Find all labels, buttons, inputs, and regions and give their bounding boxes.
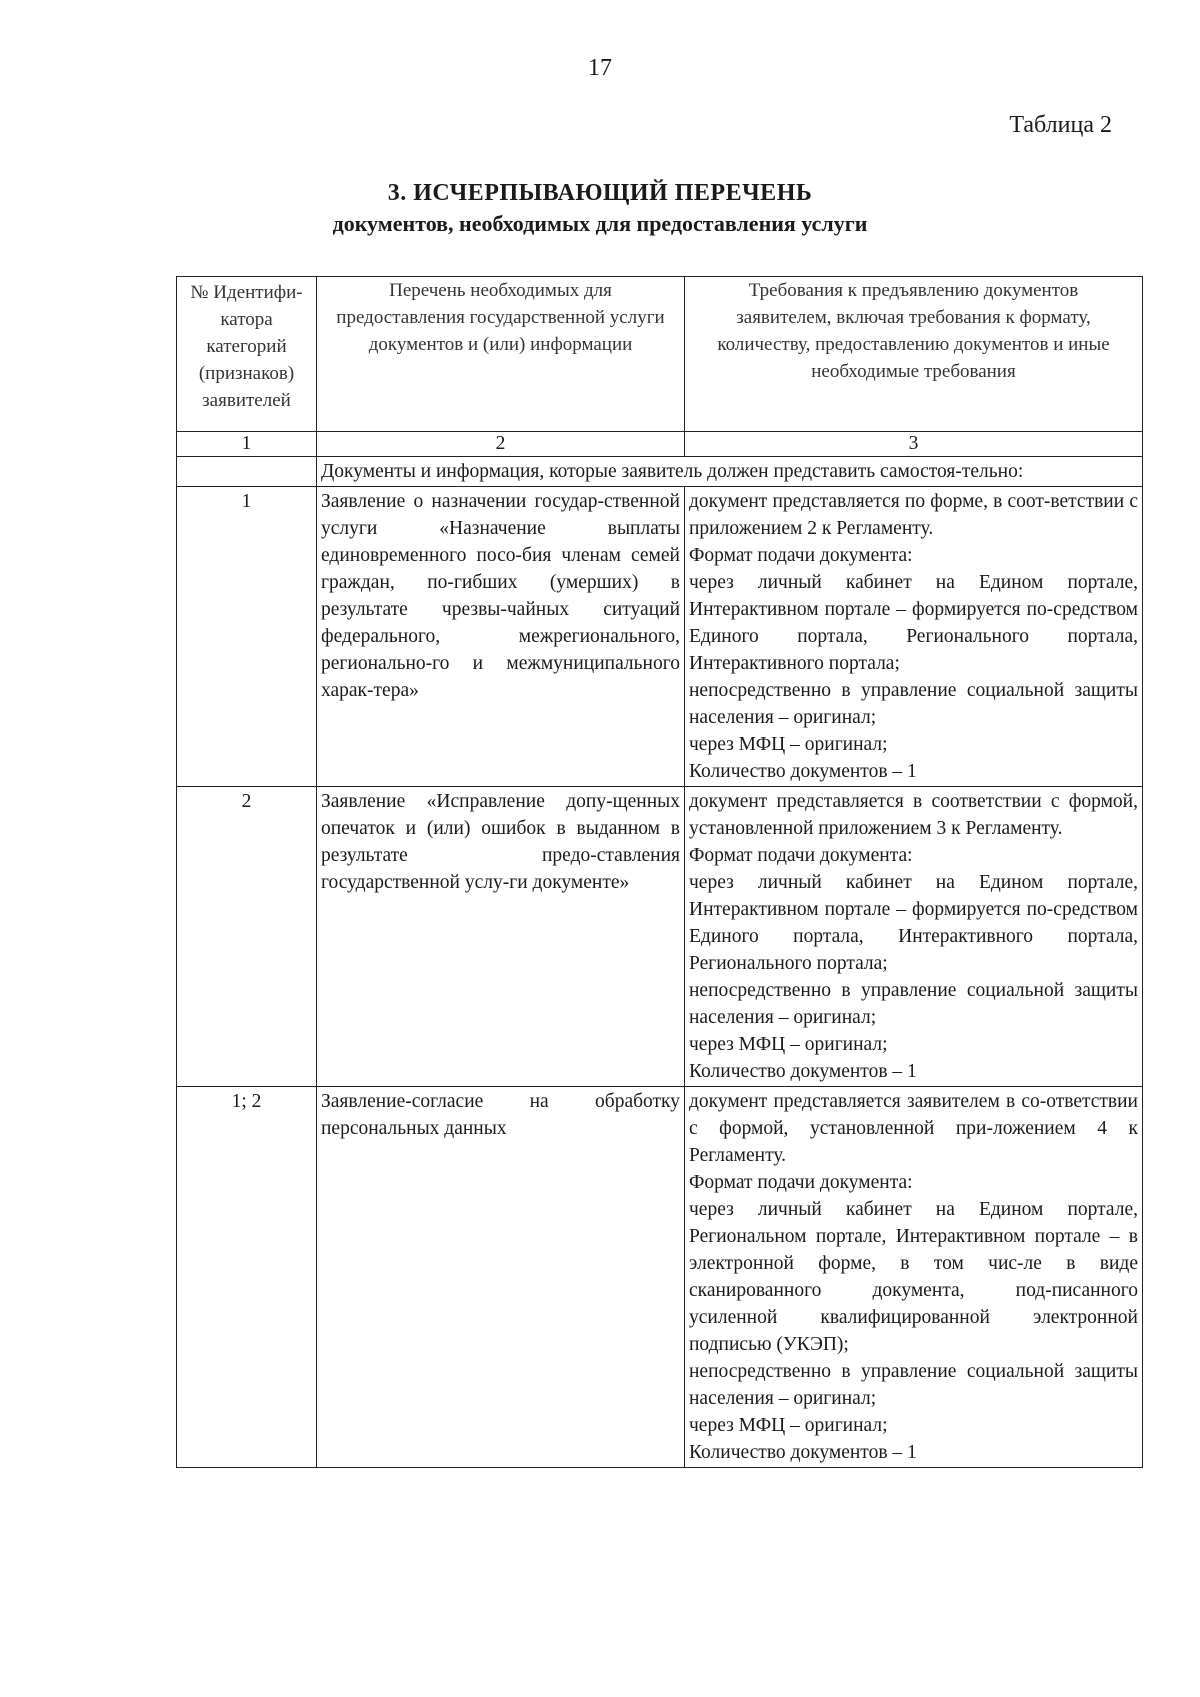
document-title: 3. ИСЧЕРПЫВАЮЩИЙ ПЕРЕЧЕНЬ — [387, 180, 813, 206]
row-document-name: Заявление-согласие на обработку персональных данных — [317, 1087, 685, 1468]
column-number: 3 — [685, 432, 1143, 457]
requirement-line: документ представляется в соответствии с формой, установленной приложением 3 к Регламенту. — [689, 791, 1138, 839]
table-row — [177, 487, 1143, 787]
row-requirements — [685, 487, 1143, 787]
column-number: 2 — [317, 432, 685, 457]
requirement-line: через личный кабинет на Едином портале, Интерактивном портале – формируется по-средством Единого портала, Регионального портала, Интерактивного портала; — [689, 572, 1138, 674]
page-number: 17 — [588, 55, 612, 81]
header-document-list: Перечень необходимых для предоставления государственной услуги документов и (или) информации — [317, 277, 685, 432]
header-applicant-category: № Идентифи-катора категорий (признаков) заявителей — [177, 277, 317, 432]
table-row — [177, 787, 1143, 1087]
requirement-line: Количество документов – 1 — [689, 1442, 917, 1463]
row-requirements — [685, 1087, 1143, 1468]
requirement-line: документ представляется по форме, в соот-ветствии с приложением 2 к Регламенту. — [689, 491, 1138, 539]
row-category-id: 1 — [177, 487, 317, 787]
section-empty-cell — [177, 457, 317, 487]
requirement-line: через личный кабинет на Едином портале, Интерактивном портале – формируется по-средством Единого портала, Интерактивного портала, Регионального портала; — [689, 872, 1138, 974]
row-requirements — [685, 787, 1143, 1087]
requirement-line: через МФЦ – оригинал; — [689, 1034, 888, 1055]
document-subtitle: документов, необходимых для предоставления услуги — [332, 211, 868, 236]
row-document-name: Заявление «Исправление допу-щенных опечаток и (или) ошибок в выданном в результате предо-ставления государственной услу-ги документе» — [317, 787, 685, 1087]
row-category-id: 2 — [177, 787, 317, 1087]
requirement-line: Количество документов – 1 — [689, 1061, 917, 1082]
column-number-row — [177, 432, 1143, 457]
requirement-line: Формат подачи документа: — [689, 1172, 913, 1193]
document-title-block — [0, 180, 1200, 237]
row-category-id: 1; 2 — [177, 1087, 317, 1468]
column-number: 1 — [177, 432, 317, 457]
table-row — [177, 1087, 1143, 1468]
requirement-line: через личный кабинет на Едином портале, Региональном портале, Интерактивном портале – в электронной форме, в том чис-ле в виде сканированного документа, под-писанного усиленной квалифицированной электронной подписью (УКЭП); — [689, 1199, 1138, 1355]
requirement-line: через МФЦ – оригинал; — [689, 1415, 888, 1436]
requirement-line: Формат подачи документа: — [689, 845, 913, 866]
requirement-line: Количество документов – 1 — [689, 761, 917, 782]
row-document-name: Заявление о назначении государ-ственной услуги «Назначение выплаты единовременного посо-бия членам семей граждан, по-гибших (умерших) в результате чрезвы-чайных ситуаций федерального, межрегионального, регионально-го и межмуниципального харак-тера» — [317, 487, 685, 787]
section-title: Документы и информация, которые заявитель должен представить самостоя-тельно: — [317, 457, 1143, 487]
section-row — [177, 457, 1143, 487]
requirement-line: непосредственно в управление социальной защиты населения – оригинал; — [689, 1361, 1138, 1409]
requirement-line: Формат подачи документа: — [689, 545, 913, 566]
header-requirements: Требования к предъявлению документов заявителем, включая требования к формату, количеству, предоставлению документов и иные необходимые требования — [685, 277, 1143, 432]
requirement-line: непосредственно в управление социальной защиты населения – оригинал; — [689, 680, 1138, 728]
requirement-line: документ представляется заявителем в со-ответствии с формой, установленной при-ложением 4 к Регламенту. — [689, 1091, 1138, 1166]
requirement-line: непосредственно в управление социальной защиты населения – оригинал; — [689, 980, 1138, 1028]
documents-table — [176, 276, 1143, 1468]
requirement-line: через МФЦ – оригинал; — [689, 734, 888, 755]
table-label: Таблица 2 — [1009, 112, 1112, 138]
table-header-row — [177, 277, 1143, 432]
